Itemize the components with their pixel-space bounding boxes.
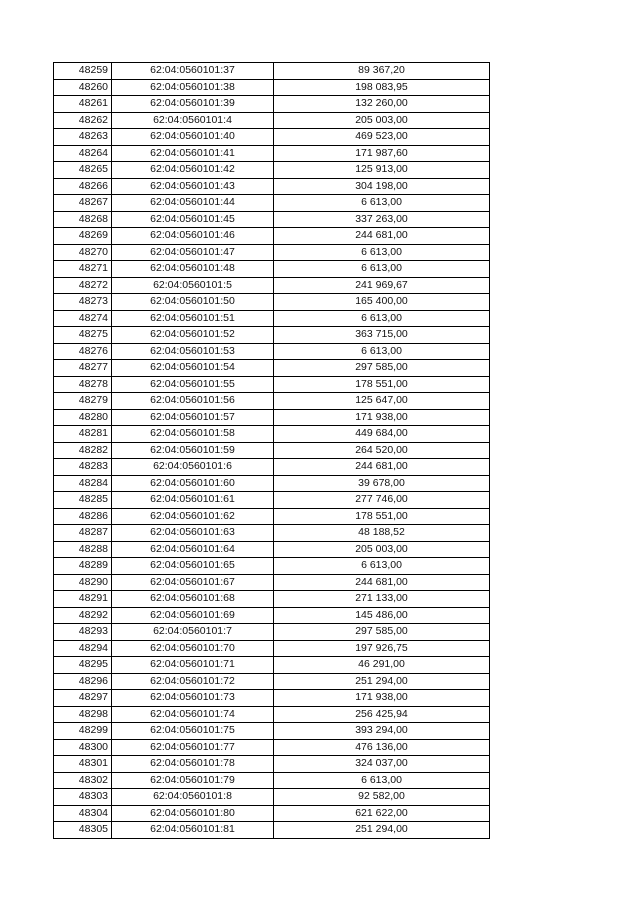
value-cell: 251 294,00 — [274, 673, 490, 690]
row-number-cell: 48268 — [54, 211, 112, 228]
cadastral-number-cell: 62:04:0560101:68 — [112, 591, 274, 608]
row-number-cell: 48297 — [54, 690, 112, 707]
cadastral-number-cell: 62:04:0560101:59 — [112, 442, 274, 459]
row-number-cell: 48284 — [54, 475, 112, 492]
value-cell: 89 367,20 — [274, 63, 490, 80]
row-number-cell: 48291 — [54, 591, 112, 608]
row-number-cell: 48277 — [54, 360, 112, 377]
row-number-cell: 48282 — [54, 442, 112, 459]
table-row — [54, 706, 490, 723]
table-row — [54, 574, 490, 591]
cadastral-number-cell: 62:04:0560101:8 — [112, 789, 274, 806]
row-number-cell: 48281 — [54, 426, 112, 443]
cadastral-number-cell: 62:04:0560101:63 — [112, 525, 274, 542]
row-number-cell: 48270 — [54, 244, 112, 261]
value-cell: 264 520,00 — [274, 442, 490, 459]
cadastral-number-cell: 62:04:0560101:75 — [112, 723, 274, 740]
cadastral-number-cell: 62:04:0560101:71 — [112, 657, 274, 674]
cadastral-number-cell: 62:04:0560101:67 — [112, 574, 274, 591]
value-cell: 46 291,00 — [274, 657, 490, 674]
row-number-cell: 48262 — [54, 112, 112, 129]
table-row — [54, 310, 490, 327]
row-number-cell: 48289 — [54, 558, 112, 575]
table-row — [54, 228, 490, 245]
value-cell: 251 294,00 — [274, 822, 490, 839]
table-row — [54, 145, 490, 162]
row-number-cell: 48266 — [54, 178, 112, 195]
table-row — [54, 327, 490, 344]
value-cell: 271 133,00 — [274, 591, 490, 608]
cadastral-value-table — [53, 62, 490, 839]
table-row — [54, 508, 490, 525]
value-cell: 171 987,60 — [274, 145, 490, 162]
table-row — [54, 525, 490, 542]
value-cell: 171 938,00 — [274, 690, 490, 707]
cadastral-number-cell: 62:04:0560101:70 — [112, 640, 274, 657]
table-row — [54, 657, 490, 674]
value-cell: 241 969,67 — [274, 277, 490, 294]
table-row — [54, 112, 490, 129]
value-cell: 244 681,00 — [274, 228, 490, 245]
row-number-cell: 48272 — [54, 277, 112, 294]
value-cell: 304 198,00 — [274, 178, 490, 195]
row-number-cell: 48292 — [54, 607, 112, 624]
cadastral-number-cell: 62:04:0560101:79 — [112, 772, 274, 789]
row-number-cell: 48264 — [54, 145, 112, 162]
row-number-cell: 48278 — [54, 376, 112, 393]
value-cell: 197 926,75 — [274, 640, 490, 657]
cadastral-number-cell: 62:04:0560101:50 — [112, 294, 274, 311]
row-number-cell: 48271 — [54, 261, 112, 278]
table-row — [54, 211, 490, 228]
cadastral-number-cell: 62:04:0560101:73 — [112, 690, 274, 707]
value-cell: 198 083,95 — [274, 79, 490, 96]
row-number-cell: 48274 — [54, 310, 112, 327]
table-row — [54, 805, 490, 822]
cadastral-number-cell: 62:04:0560101:77 — [112, 739, 274, 756]
cadastral-number-cell: 62:04:0560101:48 — [112, 261, 274, 278]
value-cell: 145 486,00 — [274, 607, 490, 624]
row-number-cell: 48301 — [54, 756, 112, 773]
value-cell: 48 188,52 — [274, 525, 490, 542]
table-row — [54, 79, 490, 96]
cadastral-number-cell: 62:04:0560101:4 — [112, 112, 274, 129]
row-number-cell: 48275 — [54, 327, 112, 344]
value-cell: 165 400,00 — [274, 294, 490, 311]
table-row — [54, 492, 490, 509]
value-cell: 297 585,00 — [274, 360, 490, 377]
table-row — [54, 96, 490, 113]
cadastral-number-cell: 62:04:0560101:39 — [112, 96, 274, 113]
row-number-cell: 48304 — [54, 805, 112, 822]
value-cell: 324 037,00 — [274, 756, 490, 773]
cadastral-number-cell: 62:04:0560101:60 — [112, 475, 274, 492]
value-cell: 337 263,00 — [274, 211, 490, 228]
cadastral-number-cell: 62:04:0560101:78 — [112, 756, 274, 773]
table-row — [54, 195, 490, 212]
row-number-cell: 48269 — [54, 228, 112, 245]
table-row — [54, 772, 490, 789]
table-body — [54, 63, 490, 839]
row-number-cell: 48273 — [54, 294, 112, 311]
cadastral-number-cell: 62:04:0560101:80 — [112, 805, 274, 822]
cadastral-number-cell: 62:04:0560101:61 — [112, 492, 274, 509]
table-row — [54, 409, 490, 426]
table-row — [54, 822, 490, 839]
row-number-cell: 48296 — [54, 673, 112, 690]
table-row — [54, 558, 490, 575]
value-cell: 125 913,00 — [274, 162, 490, 179]
value-cell: 277 746,00 — [274, 492, 490, 509]
value-cell: 178 551,00 — [274, 376, 490, 393]
value-cell: 363 715,00 — [274, 327, 490, 344]
table-row — [54, 591, 490, 608]
table-row — [54, 624, 490, 641]
cadastral-number-cell: 62:04:0560101:5 — [112, 277, 274, 294]
cadastral-number-cell: 62:04:0560101:55 — [112, 376, 274, 393]
cadastral-number-cell: 62:04:0560101:72 — [112, 673, 274, 690]
table-row — [54, 393, 490, 410]
value-cell: 125 647,00 — [274, 393, 490, 410]
value-cell: 178 551,00 — [274, 508, 490, 525]
table-row — [54, 426, 490, 443]
cadastral-number-cell: 62:04:0560101:56 — [112, 393, 274, 410]
row-number-cell: 48279 — [54, 393, 112, 410]
table-row — [54, 129, 490, 146]
cadastral-number-cell: 62:04:0560101:45 — [112, 211, 274, 228]
row-number-cell: 48260 — [54, 79, 112, 96]
value-cell: 6 613,00 — [274, 343, 490, 360]
value-cell: 244 681,00 — [274, 459, 490, 476]
row-number-cell: 48293 — [54, 624, 112, 641]
value-cell: 132 260,00 — [274, 96, 490, 113]
value-cell: 476 136,00 — [274, 739, 490, 756]
table-row — [54, 63, 490, 80]
table-row — [54, 178, 490, 195]
table-row — [54, 376, 490, 393]
cadastral-number-cell: 62:04:0560101:64 — [112, 541, 274, 558]
value-cell: 92 582,00 — [274, 789, 490, 806]
row-number-cell: 48294 — [54, 640, 112, 657]
table-row — [54, 673, 490, 690]
row-number-cell: 48285 — [54, 492, 112, 509]
cadastral-number-cell: 62:04:0560101:42 — [112, 162, 274, 179]
value-cell: 6 613,00 — [274, 772, 490, 789]
table-row — [54, 261, 490, 278]
row-number-cell: 48265 — [54, 162, 112, 179]
row-number-cell: 48261 — [54, 96, 112, 113]
cadastral-number-cell: 62:04:0560101:57 — [112, 409, 274, 426]
cadastral-number-cell: 62:04:0560101:7 — [112, 624, 274, 641]
cadastral-number-cell: 62:04:0560101:43 — [112, 178, 274, 195]
value-cell: 469 523,00 — [274, 129, 490, 146]
row-number-cell: 48299 — [54, 723, 112, 740]
table-row — [54, 690, 490, 707]
table-row — [54, 294, 490, 311]
row-number-cell: 48300 — [54, 739, 112, 756]
row-number-cell: 48303 — [54, 789, 112, 806]
value-cell: 449 684,00 — [274, 426, 490, 443]
table-row — [54, 723, 490, 740]
row-number-cell: 48295 — [54, 657, 112, 674]
row-number-cell: 48288 — [54, 541, 112, 558]
table-row — [54, 789, 490, 806]
cadastral-number-cell: 62:04:0560101:74 — [112, 706, 274, 723]
table-row — [54, 343, 490, 360]
table-row — [54, 756, 490, 773]
row-number-cell: 48287 — [54, 525, 112, 542]
table-row — [54, 244, 490, 261]
row-number-cell: 48283 — [54, 459, 112, 476]
cadastral-number-cell: 62:04:0560101:44 — [112, 195, 274, 212]
row-number-cell: 48259 — [54, 63, 112, 80]
table-row — [54, 442, 490, 459]
value-cell: 256 425,94 — [274, 706, 490, 723]
value-cell: 244 681,00 — [274, 574, 490, 591]
value-cell: 39 678,00 — [274, 475, 490, 492]
table-row — [54, 162, 490, 179]
value-cell: 6 613,00 — [274, 244, 490, 261]
table-row — [54, 277, 490, 294]
row-number-cell: 48286 — [54, 508, 112, 525]
row-number-cell: 48302 — [54, 772, 112, 789]
table-row — [54, 459, 490, 476]
cadastral-number-cell: 62:04:0560101:65 — [112, 558, 274, 575]
table-row — [54, 640, 490, 657]
value-cell: 6 613,00 — [274, 261, 490, 278]
row-number-cell: 48276 — [54, 343, 112, 360]
row-number-cell: 48290 — [54, 574, 112, 591]
cadastral-number-cell: 62:04:0560101:81 — [112, 822, 274, 839]
row-number-cell: 48267 — [54, 195, 112, 212]
table-row — [54, 360, 490, 377]
cadastral-number-cell: 62:04:0560101:69 — [112, 607, 274, 624]
table-row — [54, 475, 490, 492]
cadastral-number-cell: 62:04:0560101:46 — [112, 228, 274, 245]
cadastral-number-cell: 62:04:0560101:37 — [112, 63, 274, 80]
row-number-cell: 48298 — [54, 706, 112, 723]
row-number-cell: 48280 — [54, 409, 112, 426]
value-cell: 621 622,00 — [274, 805, 490, 822]
table-row — [54, 541, 490, 558]
cadastral-number-cell: 62:04:0560101:38 — [112, 79, 274, 96]
row-number-cell: 48305 — [54, 822, 112, 839]
cadastral-number-cell: 62:04:0560101:58 — [112, 426, 274, 443]
cadastral-number-cell: 62:04:0560101:47 — [112, 244, 274, 261]
table-row — [54, 739, 490, 756]
cadastral-number-cell: 62:04:0560101:51 — [112, 310, 274, 327]
cadastral-number-cell: 62:04:0560101:62 — [112, 508, 274, 525]
cadastral-number-cell: 62:04:0560101:53 — [112, 343, 274, 360]
value-cell: 6 613,00 — [274, 558, 490, 575]
cadastral-number-cell: 62:04:0560101:40 — [112, 129, 274, 146]
value-cell: 205 003,00 — [274, 541, 490, 558]
table-row — [54, 607, 490, 624]
value-cell: 6 613,00 — [274, 310, 490, 327]
cadastral-number-cell: 62:04:0560101:41 — [112, 145, 274, 162]
value-cell: 393 294,00 — [274, 723, 490, 740]
cadastral-number-cell: 62:04:0560101:6 — [112, 459, 274, 476]
cadastral-number-cell: 62:04:0560101:52 — [112, 327, 274, 344]
value-cell: 205 003,00 — [274, 112, 490, 129]
value-cell: 6 613,00 — [274, 195, 490, 212]
cadastral-number-cell: 62:04:0560101:54 — [112, 360, 274, 377]
value-cell: 171 938,00 — [274, 409, 490, 426]
row-number-cell: 48263 — [54, 129, 112, 146]
value-cell: 297 585,00 — [274, 624, 490, 641]
